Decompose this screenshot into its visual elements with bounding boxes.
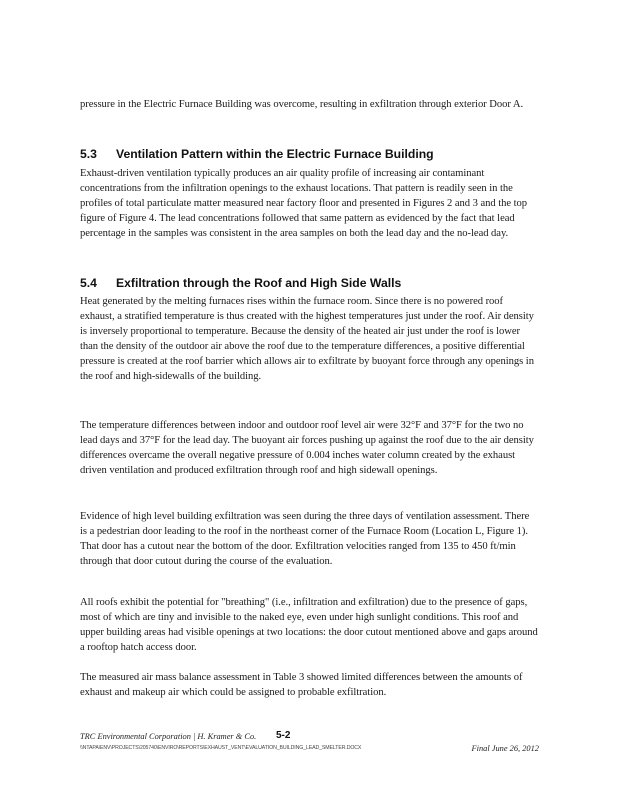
section-5-4-paragraph-2: The temperature differences between indoor and outdoor roof level air were 32°F and 37°F for the two no lead days and 37°F for the lead day. The buoyant air forces pushing up against the roof due to the air density differences overcame the overall negative pressure of 0.004 inches water column created by the exhaust driven ventilation and produced exfiltration through roof and high sidewall openings. xyxy=(80,420,534,476)
continued-paragraph: pressure in the Electric Furnace Building was overcome, resulting in exfiltration through exterior Door A. xyxy=(80,99,524,110)
section-title: Ventilation Pattern within the Electric Furnace Building xyxy=(116,147,434,161)
section-heading-5-4 xyxy=(80,275,540,291)
section-title: Exfiltration through the Roof and High Side Walls xyxy=(116,276,402,290)
footer-file-path: \\NTAPA\ENV\PROJECTS\205740\ENVIRO\REPORTS\EXHAUST_VENT\EVALUATION_BUILDING_LEAD_SMELTER.DOCX xyxy=(80,745,362,751)
section-5-4-paragraph-5: The measured air mass balance assessment in Table 3 showed limited differences between the amounts of exhaust and makeup air which could be assigned to probable exfiltration. xyxy=(80,672,523,698)
section-5-3-paragraph: Exhaust-driven ventilation typically produces an air quality profile of increasing air contaminant concentrations from the infiltration openings to the exhaust locations. That pattern is readily seen in the profiles of total particulate matter measured near factory floor and presented in Figures 2 and 3 and the top figure of Figure 4. The lead concentrations followed that same pattern as evidenced by the fact that lead percentage in the samples was consistent in the area samples on both the lead day and the no-lead day. xyxy=(80,168,527,239)
section-5-4-paragraph-3: Evidence of high level building exfiltration was seen during the three days of ventilation assessment. There is a pedestrian door leading to the roof in the northeast corner of the Furnace Room (Location L, Figure 1). That door has a cutout near the bottom of the door. Exfiltration velocities ranged from 135 to 450 ft/min through that door cutout during the course of the evaluation. xyxy=(80,511,530,567)
section-5-4-paragraph-4: All roofs exhibit the potential for "breathing" (i.e., infiltration and exfiltration) due to the presence of gaps, most of which are tiny and invisible to the naked eye, even under high sunlight conditions. This roof and upper building areas had visible openings at two locations: the door cutout mentioned above and gaps around a rooftop hatch access door. xyxy=(80,597,538,653)
section-number: 5.4 xyxy=(80,276,97,290)
section-heading-5-3 xyxy=(80,146,540,162)
footer-company: TRC Environmental Corporation | H. Kramer & Co. xyxy=(80,732,257,741)
section-5-4-paragraph-1: Heat generated by the melting furnaces rises within the furnace room. Since there is no powered roof exhaust, a stratified temperature is thus created with the highest temperatures just under the roof. Air density is inversely proportional to temperature. Because the density of the heated air just under the roof is lower than the density of the outdoor air above the roof due to the temperature differences, a positive differential pressure is created at the roof barrier which allows air to exfiltrate by buoyant force through any openings in the roof and high-sidewalls of the building. xyxy=(80,296,534,382)
footer-date: Final June 26, 2012 xyxy=(471,744,539,753)
section-number: 5.3 xyxy=(80,147,97,161)
footer-page-number: 5-2 xyxy=(276,730,291,741)
